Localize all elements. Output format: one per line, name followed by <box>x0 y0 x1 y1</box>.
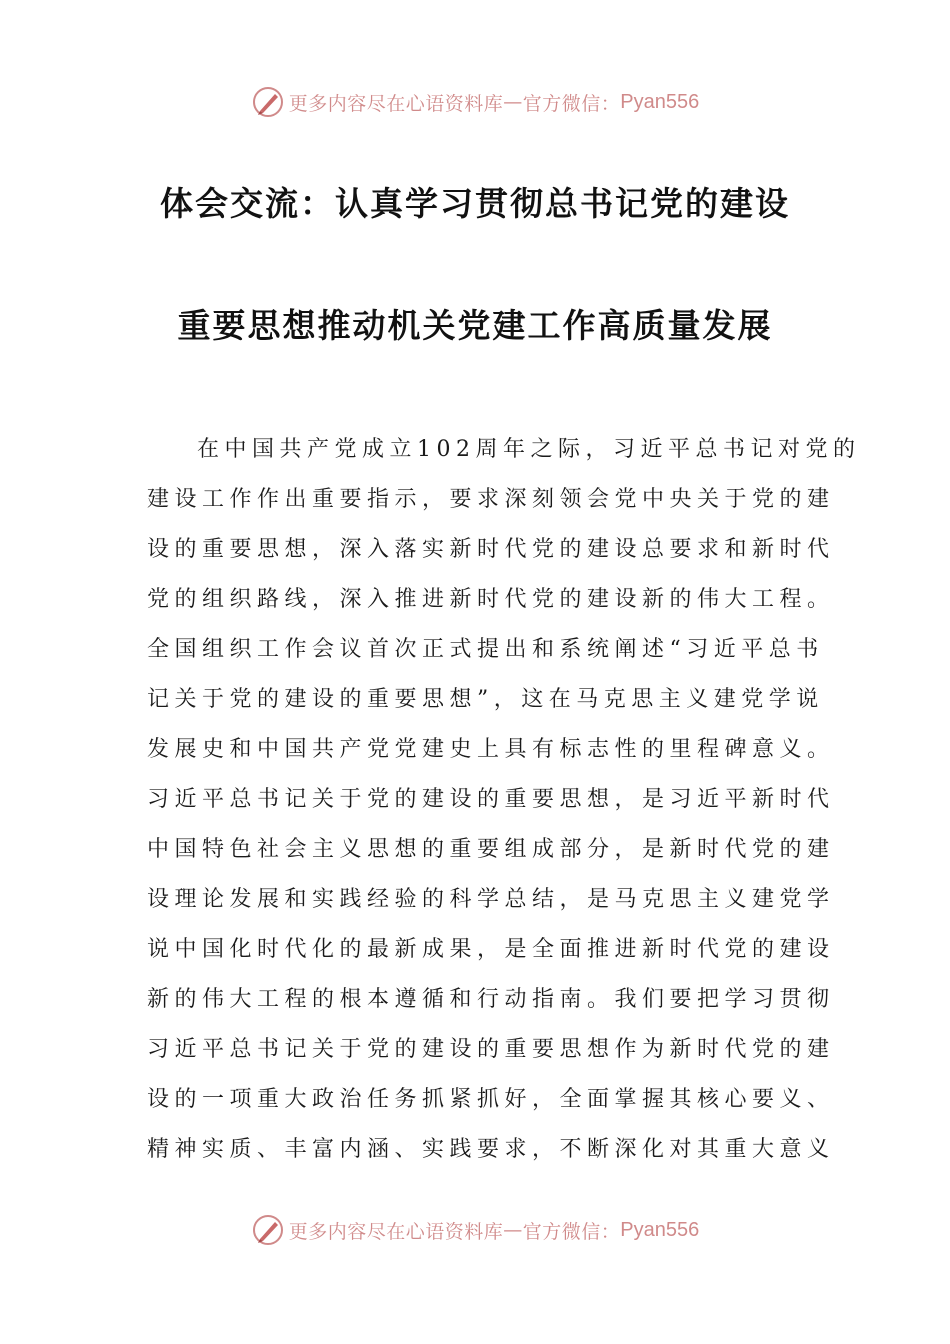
footer-watermark <box>0 1210 950 1250</box>
body-line: 设的一项重大政治任务抓紧抓好，全面掌握其核心要义、 <box>147 1087 835 1112</box>
watermark-dash: — <box>503 91 523 113</box>
body-line: 精神实质、丰富内涵、实践要求，不断深化对其重大意义 <box>147 1137 835 1162</box>
body-line: 习近平总书记关于党的建设的重要思想作为新时代党的建 <box>147 1037 835 1062</box>
body-line: 全国组织工作会议首次正式提出和系统阐述“习近平总书 <box>147 637 824 662</box>
body-line: 说中国化时代化的最新成果，是全面推进新时代党的建设 <box>147 937 835 962</box>
body-line: 记关于党的建设的重要思想”，这在马克思主义建党学说 <box>147 687 824 712</box>
watermark-wechat-id: Pyan556 <box>620 90 700 113</box>
body-paragraph <box>147 425 861 1175</box>
body-line: 设的重要思想，深入落实新时代党的建设总要求和新时代 <box>147 537 835 562</box>
body-line: 发展史和中国共产党党建史上具有标志性的里程碑意义。 <box>147 737 835 762</box>
body-line: 习近平总书记关于党的建设的重要思想，是习近平新时代 <box>147 787 835 812</box>
watermark-site-text: 更多内容尽在心语资料库 <box>288 92 504 115</box>
body-line: 设理论发展和实践经验的科学总结，是马克思主义建党学 <box>147 887 835 912</box>
pen-logo-icon <box>251 85 285 119</box>
body-line: 中国特色社会主义思想的重要组成部分，是新时代党的建 <box>147 837 835 862</box>
watermark-wechat-label: 官方微信： <box>522 92 621 115</box>
body-line: 党的组织路线，深入推进新时代党的建设新的伟大工程。 <box>147 587 835 612</box>
body-line: 新的伟大工程的根本遵循和行动指南。我们要把学习贯彻 <box>147 987 835 1012</box>
header-watermark <box>0 82 950 122</box>
watermark-dash: — <box>503 1219 523 1241</box>
watermark-wechat-label: 官方微信： <box>522 1220 621 1243</box>
document-title-line-1: 体会交流：认真学习贯彻总书记党的建设 <box>160 184 790 223</box>
body-line: 在中国共产党成立102周年之际，习近平总书记对党的 <box>197 437 861 462</box>
watermark-site-text: 更多内容尽在心语资料库 <box>288 1220 504 1243</box>
body-line: 建设工作作出重要指示，要求深刻领会党中央关于党的建 <box>147 487 835 512</box>
watermark-wechat-id: Pyan556 <box>620 1218 700 1241</box>
document-title-line-2: 重要思想推动机关党建工作高质量发展 <box>177 306 773 345</box>
pen-logo-icon <box>251 1213 285 1247</box>
